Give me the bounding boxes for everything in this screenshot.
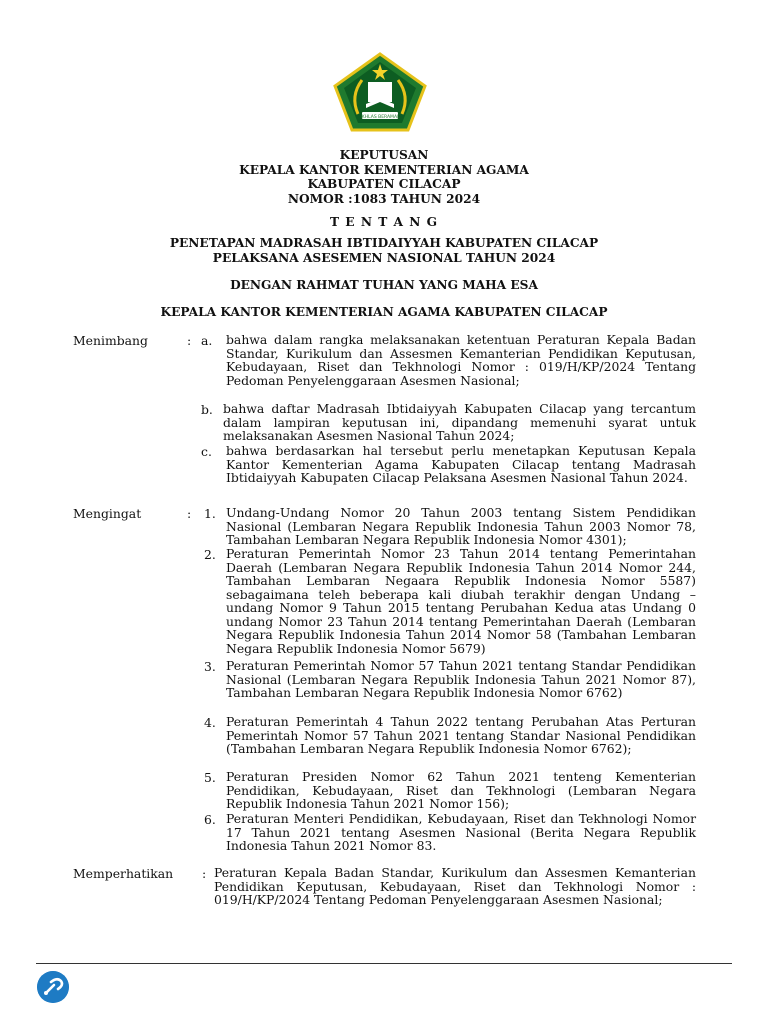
heading-line-kepala: KEPALA KANTOR KEMENTERIAN AGAMA — [239, 162, 529, 177]
mengingat-mark-3: 3. — [204, 659, 216, 674]
heading-line-keputusan: KEPUTUSAN — [339, 148, 429, 162]
subject-line-1: PENETAPAN MADRASAH IBTIDAIYYAH KABUPATEN CILACAP — [169, 236, 599, 250]
subject-heading — [0, 236, 768, 265]
decree-heading — [0, 148, 768, 206]
menimbang-mark-a: a. — [201, 333, 213, 348]
kemenag-emblem-logo — [332, 52, 428, 132]
mengingat-item-3: Peraturan Pemerintah Nomor 57 Tahun 2021 tentang Standar Pendidikan Nasional (Lembaran Negara Republik Indonesia Tahun 2021 Nomor 87), Tambahan Lembaran Negara Republik Indonesia Nomor 6762) — [226, 658, 696, 700]
rahmat-heading: DENGAN RAHMAT TUHAN YANG MAHA ESA — [230, 278, 538, 292]
footer-divider — [36, 963, 732, 964]
memperhatikan-text: Peraturan Kepala Badan Standar, Kurikulum dan Assesmen Kemanterian Pendidikan Keputusan, Kebudayaan, Riset dan Tekhnologi Nomor : 019/H/KP/2024 Tentang Pedoman Penyelenggaraan Asesmen Nasional; — [214, 865, 696, 907]
heading-line-nomor: NOMOR :1083 TAHUN 2024 — [287, 191, 481, 206]
emblem-motto: IKHLAS BERAMAL — [360, 115, 400, 120]
kepala-heading: KEPALA KANTOR KEMENTERIAN AGAMA KABUPATEN CILACAP — [160, 305, 608, 319]
memperhatikan-label: Memperhatikan — [73, 866, 174, 881]
tentang-heading: T E N T A N G — [329, 215, 439, 229]
mengingat-item-5: Peraturan Presiden Nomor 62 Tahun 2021 tenteng Kementerian Pendidikan, Kebudayaan, Riset dan Tekhnologi (Lembaran Negara Republik Indonesia Tahun 2021 Nomor 156); — [226, 769, 696, 811]
menimbang-colon: : — [187, 333, 192, 348]
mengingat-colon: : — [187, 506, 192, 521]
menimbang-label: Menimbang — [73, 333, 148, 348]
mengingat-label: Mengingat — [73, 506, 142, 521]
mengingat-mark-6: 6. — [204, 812, 216, 827]
memperhatikan-colon: : — [202, 866, 207, 881]
mengingat-item-1: Undang-Undang Nomor 20 Tahun 2003 tentang Sistem Pendidikan Nasional (Lembaran Negara Republik Indonesia Tahun 2003 Nomor 78, Tambahan Lembaran Negara Republik Indonesia Nomor 4301); — [226, 505, 696, 547]
menimbang-mark-b: b. — [201, 402, 213, 417]
heading-line-kabupaten: KABUPATEN CILACAP — [307, 177, 461, 191]
scribd-logo-icon[interactable] — [37, 971, 69, 1003]
subject-line-2: PELAKSANA ASESEMEN NASIONAL TAHUN 2024 — [212, 250, 556, 265]
mengingat-mark-5: 5. — [204, 770, 216, 785]
menimbang-item-a: bahwa dalam rangka melaksanakan ketentuan Peraturan Kepala Badan Standar, Kurikulum dan Assesmen Kemanterian Pendidikan Keputusan, Kebudayaan, Riset dan Tekhnologi Nomor : 019/H/KP/2024 Tentang Pedoman Penyelenggaraan Asesmen Nasional; — [226, 332, 696, 388]
mengingat-item-4: Peraturan Pemerintah 4 Tahun 2022 tentang Perubahan Atas Perturan Pemerintah Nomor 57 Tahun 2021 tentang Standar Nasional Pendidikan (Tambahan Lembaran Negara Republik Indonesia Nomor 6762); — [226, 714, 696, 756]
menimbang-item-c: bahwa berdasarkan hal tersebut perlu menetapkan Keputusan Kepala Kantor Kementerian Agama Kabupaten Cilacap tentang Madrasah Ibtidaiyyah Kabupaten Cilacap Pelaksana Asesmen Nasional Tahun 2024. — [226, 443, 696, 485]
mengingat-mark-2: 2. — [204, 547, 216, 562]
mengingat-item-2: Peraturan Pemerintah Nomor 23 Tahun 2014 tentang Pemerintahan Daerah (Lembaran Negara Republik Indonesia Tahun 2014 Nomor 244, Tambahan Lembaran Negaara Republik Indonesia Nomor 5587) sebagaimana teleh beberapa kali diubah terakhir dengan Undang – undang Nomor 9 Tahun 2015 tentang Perubahan Kedua atas Undang 0 undang Nomor 23 Tahun 2014 tentang Pemerintahan Daerah (Lembaran Negara Republik Indonesia Tahun 2014 Nomor 58 (Tambahan Lembaran Negara Republik Indonesia Nomor 5679) — [226, 546, 696, 656]
mengingat-mark-4: 4. — [204, 715, 216, 730]
mengingat-item-6: Peraturan Menteri Pendidikan, Kebudayaan, Riset dan Tekhnologi Nomor 17 Tahun 2021 tentang Asesmen Nasional (Berita Negara Republik Indonesia Tahun 2021 Nomor 83. — [226, 811, 696, 853]
mengingat-mark-1: 1. — [204, 506, 216, 521]
menimbang-mark-c: c. — [201, 444, 212, 459]
menimbang-item-b: bahwa daftar Madrasah Ibtidaiyyah Kabupaten Cilacap yang tercantum dalam lampiran keputusan ini, dipandang memenuhi syarat untuk melaksanakan Asesmen Nasional Tahun 2024; — [223, 401, 696, 443]
